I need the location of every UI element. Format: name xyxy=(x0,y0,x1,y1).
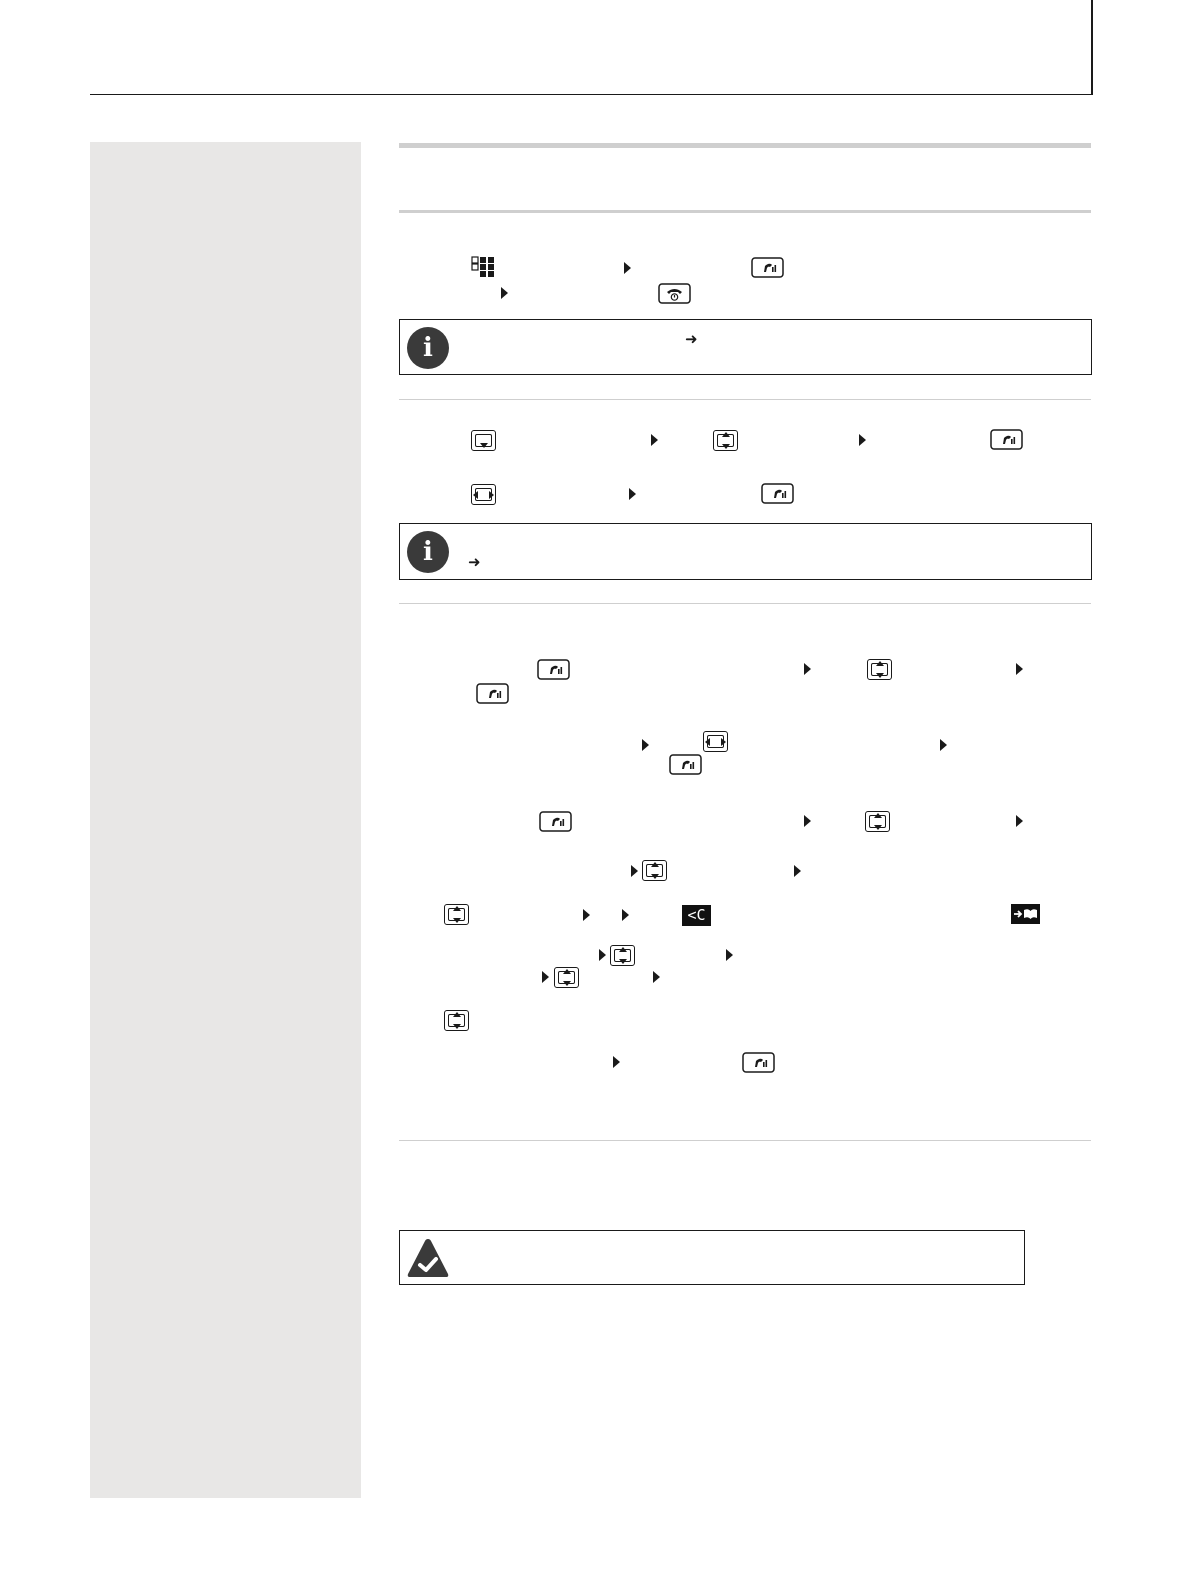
reference-arrow-icon: ➜ xyxy=(685,331,698,348)
section-divider xyxy=(399,603,1091,604)
nav-down-icon xyxy=(471,430,496,451)
step-arrow xyxy=(794,865,801,877)
nav-left-right-icon xyxy=(703,731,728,752)
end-call-key-icon xyxy=(658,283,691,304)
step-arrow xyxy=(1016,815,1023,827)
nav-up-down-icon xyxy=(444,1010,469,1031)
step-arrow xyxy=(583,909,590,921)
nav-left-right-icon xyxy=(471,484,496,505)
call-key-icon xyxy=(990,429,1023,450)
step-arrow xyxy=(501,287,508,299)
nav-up-down-icon xyxy=(713,430,738,451)
step-arrow xyxy=(629,488,636,500)
step-arrow xyxy=(613,1056,620,1068)
step-arrow xyxy=(940,739,947,751)
keypad-icon xyxy=(471,256,495,278)
call-key-icon xyxy=(669,754,702,775)
step-arrow xyxy=(726,949,733,961)
directory-transfer-icon xyxy=(1011,904,1040,924)
nav-up-down-icon xyxy=(554,967,579,988)
step-arrow xyxy=(631,865,638,877)
section-divider xyxy=(399,210,1091,213)
step-arrow xyxy=(624,262,631,274)
reference-arrow-icon: ➜ xyxy=(468,554,481,571)
section-divider xyxy=(399,399,1091,400)
section-divider xyxy=(399,1140,1091,1141)
section-top-rule xyxy=(399,143,1091,148)
step-arrow xyxy=(804,663,811,675)
call-key-icon xyxy=(539,811,572,832)
call-key-icon xyxy=(742,1052,775,1073)
step-arrow xyxy=(651,434,658,446)
call-key-icon xyxy=(751,257,784,278)
nav-up-down-icon xyxy=(444,904,469,925)
step-arrow xyxy=(642,739,649,751)
info-icon: i xyxy=(407,327,449,369)
info-note-box xyxy=(399,319,1092,375)
nav-up-down-icon xyxy=(867,659,892,680)
page-tab-marker xyxy=(1091,0,1093,95)
step-arrow xyxy=(653,971,660,983)
sidebar-column xyxy=(90,142,361,1498)
info-note-box xyxy=(399,523,1092,580)
step-arrow xyxy=(542,971,549,983)
call-key-icon xyxy=(761,483,794,504)
header-rule xyxy=(90,94,1092,95)
step-arrow xyxy=(1016,663,1023,675)
info-icon: i xyxy=(407,531,449,573)
nav-up-down-icon xyxy=(642,860,667,881)
delete-key-icon: <C xyxy=(682,905,711,926)
call-key-icon xyxy=(476,683,509,704)
check-warning-icon xyxy=(407,1237,449,1279)
step-arrow xyxy=(599,949,606,961)
step-arrow xyxy=(859,434,866,446)
step-arrow xyxy=(622,909,629,921)
nav-up-down-icon xyxy=(610,945,635,966)
success-note-box xyxy=(399,1230,1025,1285)
call-key-icon xyxy=(537,659,570,680)
step-arrow xyxy=(804,815,811,827)
nav-up-down-icon xyxy=(865,811,890,832)
